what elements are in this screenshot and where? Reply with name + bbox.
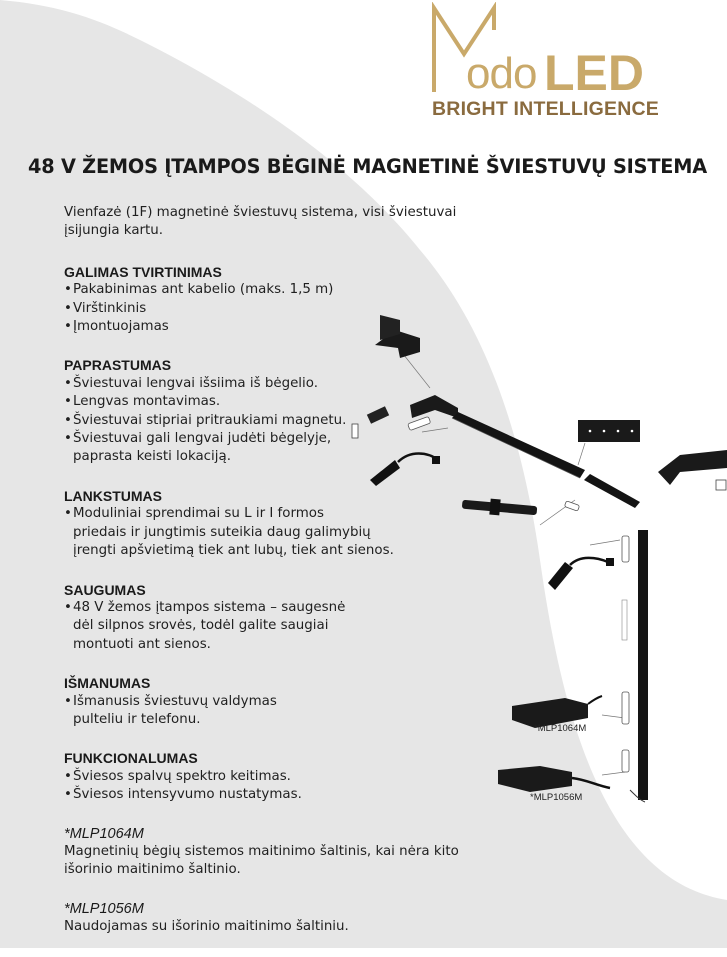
bullet-text: Išmanusis šviestuvų valdymas pulteliu ir telefonu. bbox=[73, 693, 277, 727]
bullet-icon: • bbox=[64, 375, 72, 391]
bullet-item bbox=[64, 281, 504, 299]
bullet-icon: • bbox=[64, 506, 72, 522]
section-heading: PAPRASTUMAS bbox=[64, 357, 172, 374]
bullet-icon: • bbox=[64, 394, 72, 410]
section-heading: LANKSTUMAS bbox=[64, 487, 162, 504]
bullet-text: Šviesos intensyvumo nustatymas. bbox=[73, 787, 302, 803]
bullet-text: Moduliniai sprendimai su L ir I formos priedais ir jungtimis suteikia daug galimybių įrengti apšvietimą tiek ant lubų, tiek ant sienos. bbox=[73, 506, 394, 559]
bullet-text: 48 V žemos įtampos sistema – saugesnė dėl silpnos srovės, todėl galite saugiai montuoti ant sienos. bbox=[73, 599, 346, 652]
bullet-icon: • bbox=[64, 431, 72, 447]
page-title: 48 V ŽEMOS ĮTAMPOS BĖGINĖ MAGNETINĖ ŠVIESTUVŲ SISTEMA bbox=[28, 155, 707, 178]
brand-tagline: BRIGHT INTELLIGENCE bbox=[432, 98, 659, 120]
model-title: *MLP1056M bbox=[64, 900, 144, 917]
bullet-text: Įmontuojamas bbox=[73, 319, 169, 335]
model-note bbox=[64, 825, 504, 880]
bullet-icon: • bbox=[64, 282, 72, 298]
logo-wordmark bbox=[428, 2, 692, 98]
illustration-label-mlp1056m: *MLP1056M bbox=[530, 792, 583, 803]
intro-text: Vienfazė (1F) magnetinė šviestuvų sistema, visi šviestuvai įsijungia kartu. bbox=[64, 205, 457, 239]
bullet-text: Virštinkinis bbox=[73, 300, 147, 316]
bullet-icon: • bbox=[64, 300, 72, 316]
bullet-text: Šviesos spalvų spektro keitimas. bbox=[73, 768, 291, 784]
bullet-text: Šviestuvai stipriai pritraukiami magnetu. bbox=[73, 412, 347, 428]
bullet-icon: • bbox=[64, 787, 72, 803]
model-note bbox=[64, 900, 504, 937]
model-description: Naudojamas su išorinio maitinimo šaltiniu. bbox=[64, 919, 349, 935]
svg-text:odo: odo bbox=[466, 49, 537, 98]
section-heading: SAUGUMAS bbox=[64, 581, 146, 598]
bullet-icon: • bbox=[64, 768, 72, 784]
bullet-icon: • bbox=[64, 599, 72, 615]
section-heading: IŠMANUMAS bbox=[64, 675, 151, 692]
section-heading: GALIMAS TVIRTINIMAS bbox=[64, 263, 222, 280]
model-description: Magnetinių bėgių sistemos maitinimo šaltinis, kai nėra kito išorinio maitinimo šaltinio. bbox=[64, 843, 459, 878]
bullet-icon: • bbox=[64, 693, 72, 709]
bullet-text: Šviestuvai gali lengvai judėti bėgelyje, paprasta keisti lokaciją. bbox=[73, 431, 332, 465]
brand-logo bbox=[428, 2, 692, 124]
model-title: *MLP1064M bbox=[64, 825, 144, 842]
svg-text:LED: LED bbox=[544, 45, 644, 98]
bullet-text: Lengvas montavimas. bbox=[73, 394, 221, 410]
model-notes bbox=[64, 825, 504, 937]
bullet-icon: • bbox=[64, 319, 72, 335]
bullet-text: Šviestuvai lengvai išsiima iš bėgelio. bbox=[73, 375, 318, 391]
bullet-text: Pakabinimas ant kabelio (maks. 1,5 m) bbox=[73, 282, 334, 298]
illustration-label-mlp1064m: *MLP1064M bbox=[534, 723, 587, 734]
bullet-icon: • bbox=[64, 412, 72, 428]
section-heading: FUNKCIONALUMAS bbox=[64, 750, 198, 767]
